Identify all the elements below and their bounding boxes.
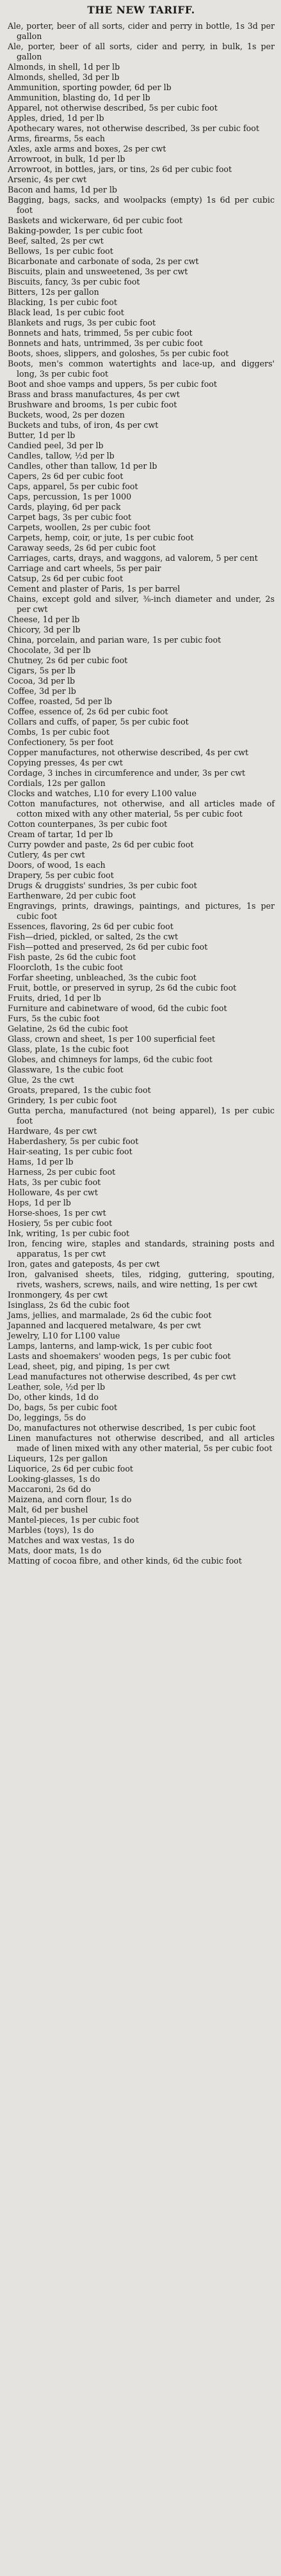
tariff-entry: Bicarbonate and carbonate of soda, 2s per cwt	[8, 256, 199, 266]
tariff-entry: Do, bags, 5s per cubic foot	[8, 1402, 117, 1412]
tariff-entry: Beef, salted, 2s per cwt	[8, 236, 104, 246]
tariff-entry: Essences, flavoring, 2s 6d per cubic foot	[8, 922, 173, 931]
tariff-entry: Axles, axle arms and boxes, 2s per cwt	[8, 144, 166, 153]
tariff-entry: Cordials, 12s per gallon	[8, 778, 106, 788]
tariff-entry: Cement and plaster of Paris, 1s per barrel	[8, 584, 181, 593]
tariff-entry: Iron, gates and gateposts, 4s per cwt	[8, 1259, 160, 1269]
tariff-entry: Buckets and tubs, of iron, 4s per cwt	[8, 420, 159, 430]
tariff-entry: Carpets, hemp, coir, or jute, 1s per cubic foot	[8, 533, 194, 542]
tariff-entry: Fish—dried, pickled, or salted, 2s the cwt	[8, 932, 179, 941]
tariff-entry: Ink, writing, 1s per cubic foot	[8, 1229, 130, 1238]
tariff-entry: Mats, door mats, 1s do	[8, 1546, 102, 1555]
tariff-entry: Looking-glasses, 1s do	[8, 1474, 100, 1484]
tariff-entry: Liqueurs, 12s per gallon	[8, 1454, 108, 1463]
tariff-entry: Fruit, bottle, or preserved in syrup, 2s 6d the cubic foot	[8, 983, 237, 993]
tariff-entry: Linen manufactures not otherwise described, and all articles made of linen mixed with any other material, 5s per cubic foot	[8, 1433, 275, 1453]
tariff-entry: Apparel, not otherwise described, 5s per cubic foot	[8, 103, 218, 113]
tariff-entry: Furniture and cabinetware of wood, 6d the cubic foot	[8, 1003, 227, 1013]
tariff-entry: Blankets and rugs, 3s per cubic foot	[8, 318, 156, 327]
tariff-entry: Isinglass, 2s 6d the cubic foot	[8, 1300, 130, 1310]
tariff-entry: Cordage, 3 inches in circumference and under, 3s per cwt	[8, 768, 246, 778]
tariff-entry: Holloware, 4s per cwt	[8, 1188, 98, 1197]
tariff-entry: Matting of cocoa fibre, and other kinds, 6d the cubic foot	[8, 1556, 242, 1566]
tariff-entry: Japanned and lacquered metalware, 4s per cwt	[8, 1321, 201, 1330]
tariff-list	[8, 21, 275, 1566]
tariff-entry: Fruits, dried, 1d per lb	[8, 993, 101, 1003]
tariff-entry: China, porcelain, and parian ware, 1s per cubic foot	[8, 635, 221, 645]
tariff-entry: Bitters, 12s per gallon	[8, 287, 99, 297]
tariff-entry: Leather, sole, ½d per lb	[8, 1382, 106, 1392]
tariff-entry: Curry powder and paste, 2s 6d per cubic foot	[8, 840, 194, 849]
tariff-entry: Candles, other than tallow, 1d per lb	[8, 461, 157, 471]
tariff-entry: Boots, men's common watertights and lace-up, and diggers' long, 3s per cubic foot	[8, 359, 275, 379]
tariff-entry: Carriage and cart wheels, 5s per pair	[8, 563, 161, 573]
tariff-entry: Iron, galvanised sheets, tiles, ridging, guttering, spouting, rivets, washers, screws, nails, and wire netting, 1s per cwt	[8, 1269, 275, 1289]
tariff-entry: Ale, porter, beer of all sorts, cider and perry, in bulk, 1s per gallon	[8, 42, 275, 61]
tariff-entry: Coffee, essence of, 2s 6d per cubic foot	[8, 707, 168, 716]
tariff-entry: Liquorice, 2s 6d per cubic foot	[8, 1464, 133, 1473]
tariff-entry: Earthenware, 2d per cubic foot	[8, 891, 136, 900]
tariff-entry: Jams, jellies, and marmalade, 2s 6d the cubic foot	[8, 1310, 212, 1320]
tariff-entry: Cards, playing, 6d per pack	[8, 502, 121, 512]
tariff-entry: Ammunition, blasting do, 1d per lb	[8, 93, 150, 102]
tariff-entry: Jewelry, L10 for L100 value	[8, 1331, 120, 1340]
tariff-entry: Do, other kinds, 1d do	[8, 1392, 99, 1402]
tariff-entry: Globes, and chimneys for lamps, 6d the cubic foot	[8, 1055, 213, 1064]
tariff-entry: Buckets, wood, 2s per dozen	[8, 410, 125, 420]
tariff-entry: Chicory, 3d per lb	[8, 625, 81, 634]
tariff-entry: Baskets and wickerware, 6d per cubic foot	[8, 216, 183, 225]
tariff-entry: Horse-shoes, 1s per cwt	[8, 1208, 106, 1218]
tariff-entry: Do, manufactures not otherwise described, 1s per cubic foot	[8, 1423, 256, 1433]
page-title: THE NEW TARIFF.	[87, 4, 195, 16]
tariff-entry: Biscuits, plain and unsweetened, 3s per cwt	[8, 267, 188, 276]
tariff-entry: Black lead, 1s per cubic foot	[8, 308, 124, 317]
tariff-entry: Glass, plate, 1s the cubic foot	[8, 1044, 129, 1054]
tariff-entry: Baking-powder, 1s per cubic foot	[8, 226, 143, 235]
tariff-entry: Cigars, 5s per lb	[8, 666, 76, 675]
tariff-entry: Blacking, 1s per cubic foot	[8, 297, 117, 307]
tariff-entry: Copper manufactures, not otherwise described, 4s per cwt	[8, 748, 249, 757]
tariff-entry: Cheese, 1d per lb	[8, 615, 80, 624]
tariff-entry: Cream of tartar, 1d per lb	[8, 829, 113, 839]
tariff-entry: Collars and cuffs, of paper, 5s per cubic foot	[8, 717, 189, 726]
tariff-entry: Fish—potted and preserved, 2s 6d per cubic foot	[8, 942, 208, 952]
tariff-entry: Drugs & druggists' sundries, 3s per cubic foot	[8, 881, 197, 890]
tariff-entry: Hair-seating, 1s per cubic foot	[8, 1147, 132, 1156]
tariff-entry: Brushware and brooms, 1s per cubic foot	[8, 400, 177, 409]
tariff-entry: Furs, 5s the cubic foot	[8, 1014, 100, 1023]
tariff-entry: Cotton counterpanes, 3s per cubic foot	[8, 819, 168, 829]
tariff-entry: Ammunition, sporting powder, 6d per lb	[8, 82, 172, 92]
tariff-entry: Apples, dried, 1d per lb	[8, 113, 104, 123]
tariff-entry: Bonnets and hats, trimmed, 5s per cubic foot	[8, 328, 193, 338]
tariff-entry: Lamps, lanterns, and lamp-wick, 1s per cubic foot	[8, 1341, 213, 1351]
tariff-entry: Capers, 2s 6d per cubic foot	[8, 471, 124, 481]
tariff-entry: Hardware, 4s per cwt	[8, 1126, 97, 1136]
tariff-entry: Marbles (toys), 1s do	[8, 1525, 94, 1535]
tariff-entry: Cutlery, 4s per cwt	[8, 850, 85, 860]
tariff-entry: Candles, tallow, ½d per lb	[8, 451, 115, 460]
tariff-entry: Chains, except gold and silver, ⅜-inch diameter and under, 2s per cwt	[8, 594, 275, 614]
tariff-entry: Almonds, shelled, 3d per lb	[8, 72, 120, 82]
tariff-entry: Arms, firearms, 5s each	[8, 134, 105, 143]
tariff-entry: Cotton manufactures, not otherwise, and all articles made of cotton mixed with any other material, 5s per cubic foot	[8, 799, 275, 819]
tariff-entry: Do, leggings, 5s do	[8, 1413, 86, 1422]
tariff-entry: Iron, fencing wire, staples and standards, straining posts and apparatus, 1s per cwt	[8, 1239, 275, 1259]
tariff-entry: Bonnets and hats, untrimmed, 3s per cubic foot	[8, 338, 203, 348]
tariff-entry: Groats, prepared, 1s the cubic foot	[8, 1085, 151, 1095]
tariff-entry: Haberdashery, 5s per cubic foot	[8, 1136, 139, 1146]
tariff-entry: Malt, 6d per bushel	[8, 1505, 88, 1514]
tariff-entry: Engravings, prints, drawings, paintings, and pictures, 1s per cubic foot	[8, 901, 275, 921]
tariff-entry: Gutta percha, manufactured (not being apparel), 1s per cubic foot	[8, 1106, 275, 1126]
tariff-entry: Bagging, bags, sacks, and woolpacks (empty) 1s 6d per cubic foot	[8, 195, 275, 215]
tariff-entry: Copying presses, 4s per cwt	[8, 758, 123, 767]
tariff-entry: Hops, 1d per lb	[8, 1198, 71, 1207]
tariff-entry: Carpet bags, 3s per cubic foot	[8, 512, 132, 522]
tariff-entry: Bacon and hams, 1d per lb	[8, 185, 117, 194]
tariff-entry: Ironmongery, 4s per cwt	[8, 1290, 108, 1300]
tariff-entry: Chocolate, 3d per lb	[8, 645, 91, 655]
tariff-entry: Clocks and watches, L10 for every L100 value	[8, 789, 197, 798]
tariff-entry: Drapery, 5s per cubic foot	[8, 870, 114, 880]
tariff-entry: Arrowroot, in bottles, jars, or tins, 2s 6d per cubic foot	[8, 164, 232, 174]
tariff-entry: Lead, sheet, pig, and piping, 1s per cwt	[8, 1362, 170, 1371]
tariff-entry: Coffee, roasted, 5d per lb	[8, 696, 112, 706]
tariff-entry: Caraway seeds, 2s 6d per cubic foot	[8, 543, 156, 553]
tariff-entry: Maccaroni, 2s 6d do	[8, 1484, 91, 1494]
tariff-entry: Forfar sheeting, unbleached, 3s the cubic foot	[8, 973, 197, 982]
tariff-entry: Butter, 1d per lb	[8, 430, 76, 440]
tariff-entry: Matches and wax vestas, 1s do	[8, 1535, 134, 1545]
tariff-entry: Fish paste, 2s 6d the cubic foot	[8, 952, 136, 962]
tariff-entry: Chutney, 2s 6d per cubic foot	[8, 656, 128, 665]
tariff-entry: Combs, 1s per cubic foot	[8, 727, 109, 737]
tariff-entry: Brass and brass manufactures, 4s per cwt	[8, 389, 180, 399]
tariff-entry: Hosiery, 5s per cubic foot	[8, 1218, 113, 1228]
tariff-entry: Boots, shoes, slippers, and goloshes, 5s per cubic foot	[8, 349, 229, 358]
tariff-entry: Bellows, 1s per cubic foot	[8, 246, 113, 256]
tariff-entry: Apothecary wares, not otherwise described, 3s per cubic foot	[8, 123, 259, 133]
tariff-entry: Glassware, 1s the cubic foot	[8, 1065, 124, 1074]
tariff-entry: Harness, 2s per cubic foot	[8, 1167, 116, 1177]
tariff-entry: Grindery, 1s per cubic foot	[8, 1096, 117, 1105]
tariff-entry: Hams, 1d per lb	[8, 1157, 74, 1166]
tariff-entry: Mantel-pieces, 1s per cubic foot	[8, 1515, 140, 1525]
tariff-entry: Doors, of wood, 1s each	[8, 860, 106, 870]
tariff-entry: Biscuits, fancy, 3s per cubic foot	[8, 277, 140, 287]
tariff-entry: Coffee, 3d per lb	[8, 686, 76, 696]
tariff-entry: Catsup, 2s 6d per cubic foot	[8, 574, 124, 583]
tariff-entry: Arrowroot, in bulk, 1d per lb	[8, 154, 125, 164]
tariff-entry: Candied peel, 3d per lb	[8, 441, 104, 450]
tariff-entry: Caps, percussion, 1s per 1000	[8, 492, 132, 501]
tariff-entry: Maizena, and corn flour, 1s do	[8, 1495, 132, 1504]
tariff-entry: Carpets, woollen, 2s per cubic foot	[8, 522, 150, 532]
tariff-entry: Hats, 3s per cubic foot	[8, 1177, 101, 1187]
tariff-entry: Lead manufactures not otherwise described, 4s per cwt	[8, 1372, 236, 1381]
tariff-entry: Confectionery, 5s per foot	[8, 737, 114, 747]
tariff-entry: Almonds, in shell, 1d per lb	[8, 62, 120, 72]
tariff-entry: Glue, 2s the cwt	[8, 1075, 74, 1085]
tariff-entry: Boot and shoe vamps and uppers, 5s per cubic foot	[8, 379, 217, 389]
tariff-entry: Arsenic, 4s per cwt	[8, 175, 87, 184]
tariff-entry: Glass, crown and sheet, 1s per 100 superficial feet	[8, 1034, 216, 1044]
tariff-entry: Carriages, carts, drays, and waggons, ad valorem, 5 per cent	[8, 553, 258, 563]
tariff-entry: Ale, porter, beer of all sorts, cider and perry in bottle, 1s 3d per gallon	[8, 21, 275, 41]
tariff-entry: Floorcloth, 1s the cubic foot	[8, 962, 124, 972]
tariff-entry: Caps, apparel, 5s per cubic foot	[8, 482, 138, 491]
tariff-entry: Gelatine, 2s 6d the cubic foot	[8, 1024, 129, 1033]
tariff-entry: Lasts and shoemakers' wooden pegs, 1s per cubic foot	[8, 1351, 231, 1361]
tariff-entry: Cocoa, 3d per lb	[8, 676, 76, 686]
